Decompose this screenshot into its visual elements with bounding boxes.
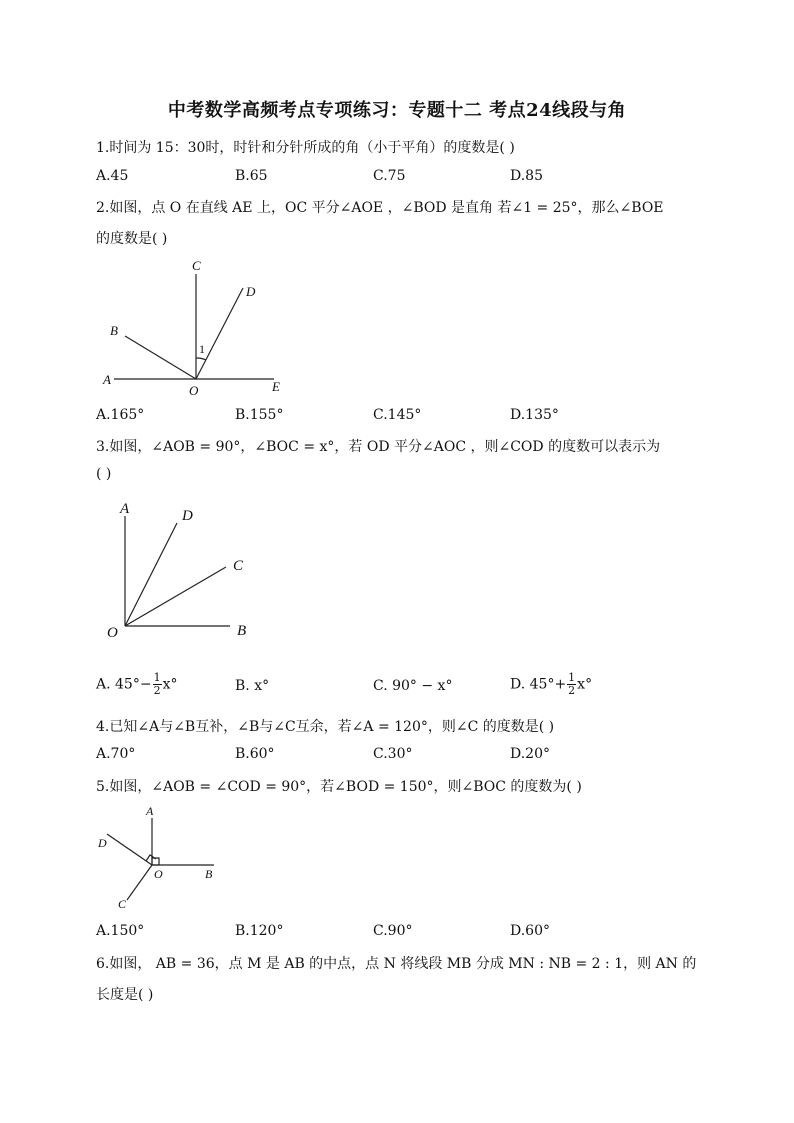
q1-text: 1.时间为 15：30时，时针和分针所成的角（小于平角）的度数是( ) [96,140,515,156]
q1-option-c: C.75 [373,168,406,184]
q3-label-c: C [233,558,244,574]
q5-option-a: A.150° [96,923,145,939]
q3-option-a [96,672,177,697]
q3-option-a-suffix: x° [162,676,178,693]
q5-figure [96,800,226,915]
q3-label-d: D [182,508,193,524]
q3-option-d-numerator: 1 [568,671,576,684]
q2-label-c: C [192,258,201,273]
q5-label-b: B [205,867,213,881]
q3-option-b: B. x° [235,678,270,694]
q1-option-b: B.65 [235,168,268,184]
q2-label-d: D [246,284,256,299]
q1-options [96,168,716,188]
q2-options [96,407,716,427]
q4-option-d: D.20° [510,746,550,762]
page-title: 中考数学高频考点专项练习：专题十二 考点24线段与角 [167,100,627,121]
q3-option-a-denominator: 2 [153,684,161,697]
q4-options [96,746,716,766]
q2-option-d: D.135° [510,407,559,423]
q3-option-d-denominator: 2 [568,684,576,697]
q4-option-c: C.30° [373,746,413,762]
q4-text: 4.已知∠A与∠B互补，∠B与∠C互余，若∠A = 120°，则∠C 的度数是( ) [96,719,555,735]
q3-option-a-fraction [153,672,162,697]
q3-option-d-suffix: x° [577,676,593,693]
q2-label-o: O [189,383,199,398]
q2-option-b: B.155° [235,407,284,423]
q4-option-a: A.70° [96,746,136,762]
q2-label-a: A [103,372,111,387]
q2-ray-ob [125,336,196,379]
q2-option-c: C.145° [373,407,422,423]
q1-option-a: A.45 [96,168,129,184]
q1-option-d: D.85 [510,168,543,184]
q3-label-a: A [120,501,130,517]
q5-right-angle-mark-cod [146,855,156,861]
q3-text-line1: 3.如图，∠AOB = 90°，∠BOC = x°，若 OD 平分∠AOC ，则∠COD 的度数可以表示为 [96,439,661,455]
q2-text-line1: 2.如图，点 O 在直线 AE 上，OC 平分∠AOE ，∠BOD 是直角 若∠1 = 25°，那么∠BOE [96,200,664,216]
q2-label-angle1: 1 [199,342,205,356]
q3-options [96,672,716,702]
q6-text-line1: 6.如图， AB = 36，点 M 是 AB 的中点，点 N 将线段 MB 分成 MN : NB = 2 : 1，则 AN 的 [96,956,697,972]
q2-figure [96,252,296,400]
q6-text-line2: 长度是( ) [96,987,154,1003]
q3-option-d-prefix: D. 45°+ [510,676,567,693]
q5-ray-oc [127,865,152,900]
q3-label-b: B [237,623,247,639]
q2-text-line2: 的度数是( ) [96,231,168,247]
q3-option-d [510,672,592,697]
q5-label-o: O [154,867,163,881]
q5-label-c: C [118,897,127,911]
q5-option-d: D.60° [510,923,550,939]
q5-options [96,923,716,943]
q2-label-e: E [272,379,280,394]
q5-label-d: D [98,836,107,850]
q2-option-a: A.165° [96,407,145,423]
q5-text: 5.如图，∠AOB = ∠COD = 90°，若∠BOD = 150°，则∠BOC 的度数为( ) [96,779,582,795]
q2-label-b: B [110,323,118,338]
q5-ray-od [107,834,152,865]
q2-ray-od [196,288,243,379]
q3-option-a-prefix: A. 45°− [96,676,152,693]
q5-option-c: C.90° [373,923,413,939]
q3-option-a-numerator: 1 [153,671,161,684]
q3-figure [96,496,266,646]
q3-option-d-fraction [567,672,576,697]
q4-option-b: B.60° [235,746,275,762]
q3-option-c: C. 90° − x° [373,678,453,694]
q3-text-line2: ( ) [96,466,112,482]
q2-angle-arc [196,358,206,360]
q5-option-b: B.120° [235,923,284,939]
q5-label-a: A [146,804,154,818]
q3-label-o: O [107,625,118,641]
